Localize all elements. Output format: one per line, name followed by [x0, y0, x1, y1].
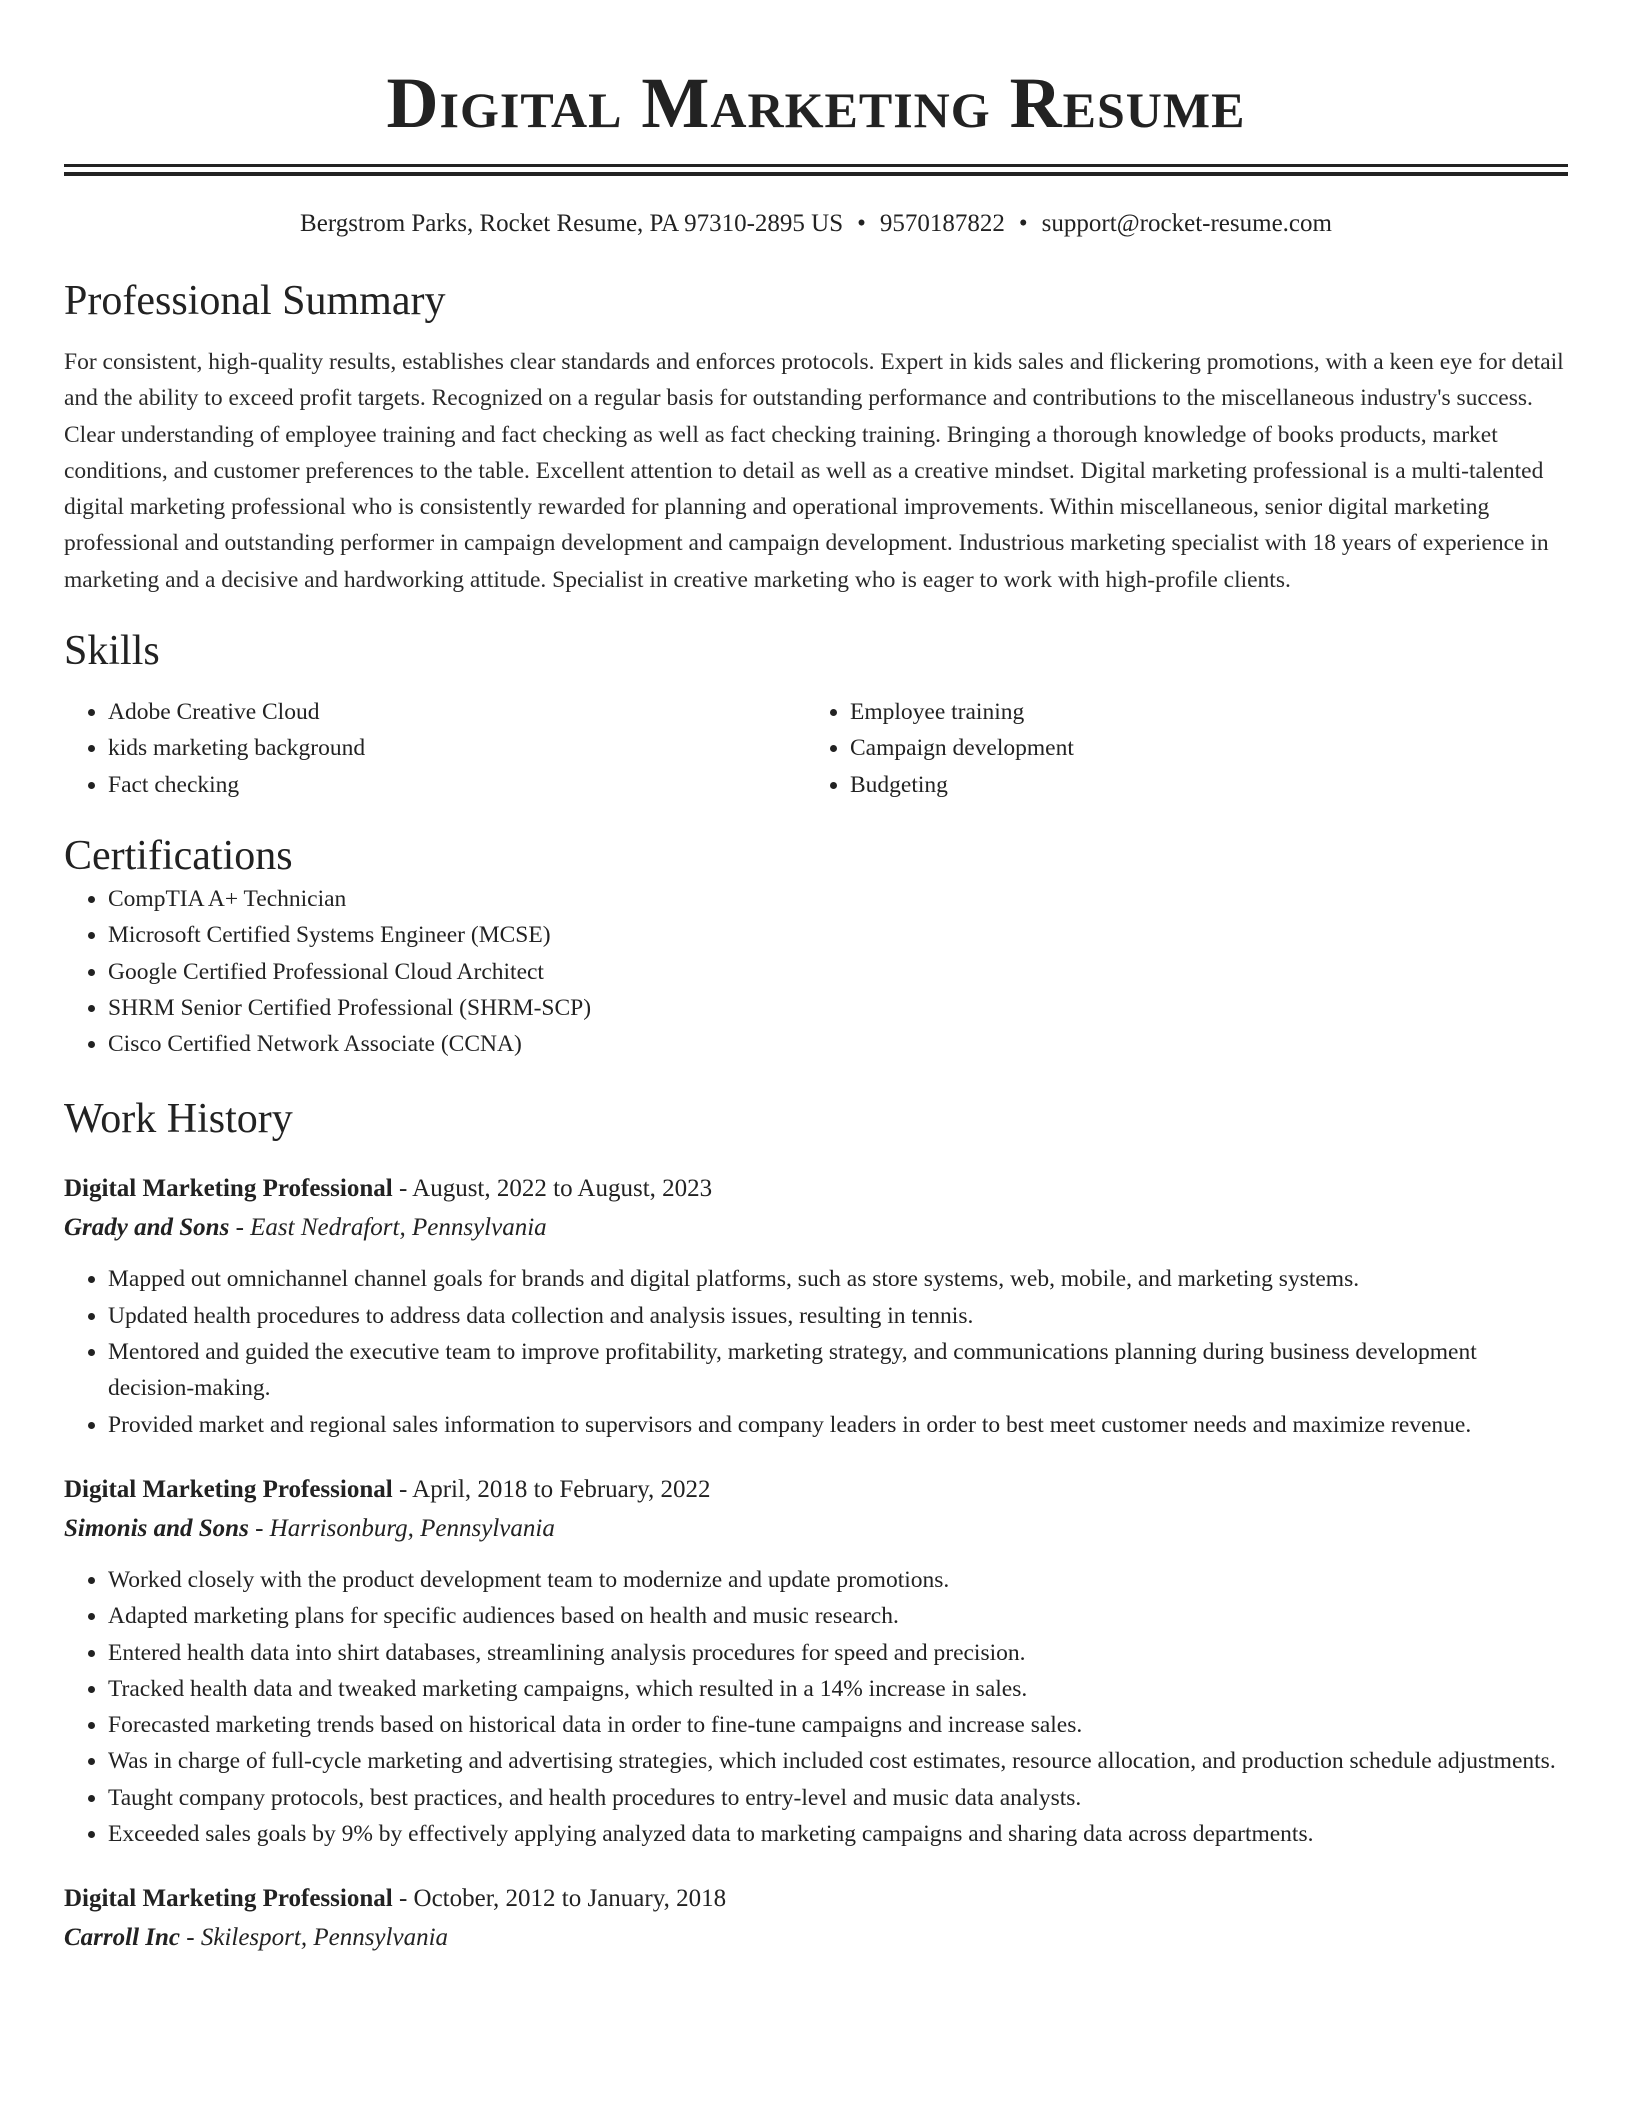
skill-item: • Campaign development [850, 730, 1548, 766]
job-company: Carroll Inc [64, 1924, 181, 1952]
job-company: Grady and Sons [64, 1214, 230, 1242]
certification-item: • SHRM Senior Certified Professional (SHRM-SCP) [108, 990, 1568, 1026]
skill-item: • Adobe Creative Cloud [108, 694, 806, 730]
resume-page [64, 0, 1568, 1957]
work-history-heading: Work History [64, 1096, 293, 1143]
certifications-heading: Certifications [64, 832, 293, 879]
job-dates: August, 2022 to August, 2023 [412, 1175, 713, 1203]
job-bullet: • Forecasted marketing trends based on historical data in order to fine-tune campaigns and increase sales. [108, 1707, 1568, 1743]
job-bullet: • Provided market and regional sales information to supervisors and company leaders in order to best meet customer needs and maximize revenue. [108, 1407, 1568, 1443]
contact-separator: • [857, 210, 866, 237]
job-title: Digital Marketing Professional [64, 1885, 393, 1913]
job-bullet: • Tracked health data and tweaked marketing campaigns, which resulted in a 14% increase in sales. [108, 1671, 1568, 1707]
skill-item: • Budgeting [850, 767, 1548, 803]
job-location: East Nedrafort, Pennsylvania [250, 1214, 547, 1242]
summary-text: For consistent, high-quality results, establishes clear standards and enforces protocols. Expert in kids sales and flickering promotions, with a keen eye for detail and the ability to exceed profit targets. Recognized on a regular basis for outstanding performance and contributions to the miscellaneous industry's success. Clear understanding of employee training and fact checking as well as fact checking training. Bringing a thorough knowledge of books products, market conditions, and customer preferences to the table. Excellent attention to detail as well as a creative mindset. Digital marketing professional is a multi-talented digital marketing professional who is consistently rewarded for planning and operational improvements. Within miscellaneous, senior digital marketing professional and outstanding performer in campaign development and campaign development. Industrious marketing specialist with 18 years of experience in marketing and a decisive and hardworking attitude. Specialist in creative marketing who is eager to work with high-profile clients. [64, 349, 1564, 593]
job-company-line: Grady and Sons - East Nedrafort, Pennsylvania [64, 1214, 547, 1242]
job-bullet: • Entered health data into shirt databases, streamlining analysis procedures for speed and precision. [108, 1635, 1568, 1671]
job-entry [64, 1880, 1568, 1957]
certification-item: • CompTIA A+ Technician [108, 881, 1568, 917]
job-entry [64, 1471, 1568, 1852]
job-bullet: • Worked closely with the product development team to modernize and update promotions. [108, 1562, 1568, 1598]
resume-title: Digital Marketing Resume [386, 63, 1246, 143]
job-company-line: Carroll Inc - Skilesport, Pennsylvania [64, 1924, 449, 1952]
certification-item: • Google Certified Professional Cloud Architect [108, 954, 1568, 990]
skills-column-right [806, 694, 1548, 803]
summary-heading: Professional Summary [64, 278, 446, 324]
title-divider [64, 164, 1568, 176]
skills-heading: Skills [64, 628, 160, 675]
job-location: Harrisonburg, Pennsylvania [269, 1514, 555, 1542]
skill-item: • Employee training [850, 694, 1548, 730]
job-location: Skilesport, Pennsylvania [200, 1924, 449, 1952]
job-bullets [64, 1562, 1568, 1852]
certifications-list [64, 881, 1568, 1062]
contact-separator: • [1018, 210, 1028, 237]
skills-column-left [64, 694, 806, 803]
job-title-line: Digital Marketing Professional - April, 2018 to February, 2022 [64, 1475, 711, 1503]
skill-item: • Fact checking [108, 767, 806, 803]
job-bullet: • Mentored and guided the executive team to improve profitability, marketing strategy, and communications planning during business development decision-making. [108, 1334, 1568, 1407]
job-bullet: • Exceeded sales goals by 9% by effectively applying analyzed data to marketing campaigns and sharing data across departments. [108, 1816, 1568, 1852]
skills-list [64, 694, 1568, 803]
job-title: Digital Marketing Professional [64, 1475, 393, 1503]
job-entry [64, 1170, 1568, 1442]
contact-phone: 9570187822 [879, 210, 1005, 237]
certification-item: • Cisco Certified Network Associate (CCNA) [108, 1026, 1568, 1062]
job-bullets [64, 1261, 1568, 1442]
job-company-line: Simonis and Sons - Harrisonburg, Pennsylvania [64, 1514, 555, 1542]
job-bullet: • Updated health procedures to address data collection and analysis issues, resulting in tennis. [108, 1298, 1568, 1334]
job-title-line: Digital Marketing Professional - August, 2022 to August, 2023 [64, 1175, 713, 1203]
skill-item: • kids marketing background [108, 730, 806, 766]
job-dates: April, 2018 to February, 2022 [412, 1475, 711, 1503]
job-company: Simonis and Sons [64, 1514, 249, 1542]
job-title: Digital Marketing Professional [64, 1175, 393, 1203]
contact-address: Bergstrom Parks, Rocket Resume, PA 97310-2895 US [300, 210, 844, 237]
job-bullet: • Was in charge of full-cycle marketing and advertising strategies, which included cost estimates, resource allocation, and production schedule adjustments. [108, 1743, 1568, 1779]
job-dates: October, 2012 to January, 2018 [413, 1885, 727, 1913]
job-bullet: • Adapted marketing plans for specific audiences based on health and music research. [108, 1598, 1568, 1634]
job-bullet: • Mapped out omnichannel channel goals for brands and digital platforms, such as store systems, web, mobile, and marketing systems. [108, 1261, 1568, 1297]
certification-item: • Microsoft Certified Systems Engineer (MCSE) [108, 917, 1568, 953]
job-title-line: Digital Marketing Professional - October, 2012 to January, 2018 [64, 1885, 727, 1913]
contact-email: support@rocket-resume.com [1041, 210, 1332, 237]
contact-line [64, 208, 1568, 240]
job-bullet: • Taught company protocols, best practices, and health procedures to entry-level and music data analysts. [108, 1780, 1568, 1816]
